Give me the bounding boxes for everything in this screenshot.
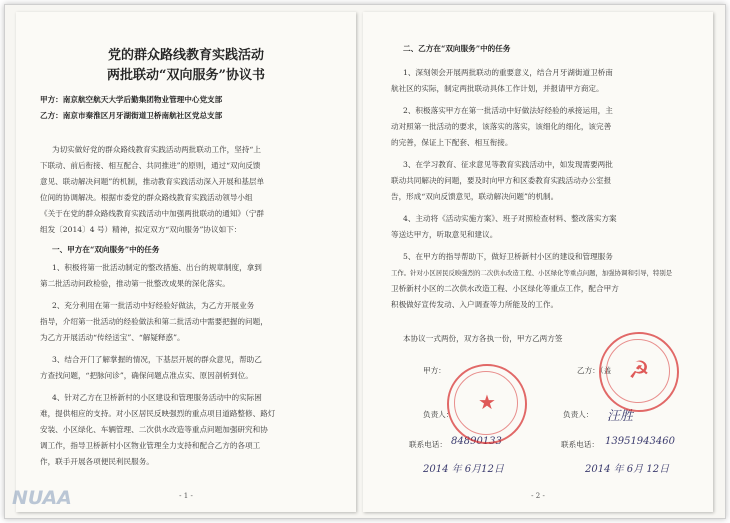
date-party-b: 2014 年 6月 12日: [585, 464, 670, 475]
task-line: 1、深刻领会开展两批联动的重要意义，结合月牙湖街道卫桥南: [403, 68, 613, 77]
task-line: 指导，介绍第一批活动的经验做法和第二批活动中需要把握的问题，: [40, 317, 268, 326]
task-line: 2、充分利用在第一批活动中好经验好做法，为乙方开展业务: [52, 301, 255, 310]
intro-line: 为切实做好党的群众路线教育实践活动两批联动工作，坚持“上: [52, 145, 261, 154]
section-heading-party-a: 一、甲方在“双向服务”中的任务: [52, 245, 160, 254]
phone-label-party-a: 联系电话：: [409, 440, 447, 449]
phone-label-party-b: 联系电话：: [561, 440, 599, 449]
leader-label-party-b: 负责人：: [563, 410, 594, 419]
official-seal-party-b: [599, 332, 679, 412]
task-line: 告，形成“双向反馈意见，联动解决问题”的机制。: [391, 192, 559, 201]
task-line: 2、积极落实甲方在第一批活动中好做法好经验的承接运用，主: [403, 106, 613, 115]
phone-value-party-a: 84890133: [451, 436, 502, 447]
star-icon: ★: [478, 390, 496, 414]
leader-label-party-a: 负责人：: [423, 410, 454, 419]
task-line: 卫桥新村小区的二次供水改造工程、小区绿化等重点工作，配合甲方: [391, 284, 619, 293]
task-line: 联动共同解决的问题，要及时向甲方和区委教育实践活动办公室报: [391, 176, 612, 185]
task-line: 工作。针对小区居民反映强烈的二次供水改造工程、小区绿化等重点问题，加强协调和引导，特别是: [391, 269, 673, 277]
party-emblem-icon: ☭: [628, 356, 650, 384]
agreement-page-2: [363, 12, 713, 512]
task-line: 积极做好宣传发动、入户调查等力所能及的工作。: [391, 300, 559, 309]
intro-line: 组发〔2014〕4 号）精神，拟定双方“双向服务”协议如下：: [40, 225, 242, 234]
official-seal-party-a: [447, 364, 527, 444]
agreement-page-1: [16, 12, 356, 512]
task-line: 3、在学习教育、征求意见等教育实践活动中，如发现需要两批: [403, 160, 613, 169]
date-party-a: 2014 年 6月12日: [423, 464, 504, 475]
closing-statement: 本协议一式两份，双方各执一份，甲方乙两方签: [403, 334, 563, 343]
party-b: 乙方：南京市秦淮区月牙湖街道卫桥南航社区党总支部: [40, 111, 223, 120]
page-number: - 2 -: [531, 492, 545, 500]
task-line: 难，提供相应的支持。对小区居民反映强烈的重点项目道路整修、路灯: [40, 409, 276, 418]
task-line: 航社区的实际，制定两批联动具体工作计划，并报请甲方商定。: [391, 84, 604, 93]
nuaa-watermark: NUAA: [12, 487, 72, 509]
task-line: 的完善，保证上下配套、相互衔接。: [391, 138, 513, 147]
task-line: 5、在甲方的指导帮助下，做好卫桥新村小区的建设和管理服务: [403, 252, 613, 261]
task-line: 4、主动将《活动实施方案》、班子对照检查材料、整改落实方案: [403, 214, 617, 223]
signature-label-party-a: 甲方：: [423, 366, 446, 375]
task-line: 3、结合开门了解掌握的情况，下基层开展的群众意见，帮助乙: [52, 355, 262, 364]
task-line: 调工作，指导卫桥新村小区物业管理全力支持和配合乙方的各项工: [40, 441, 261, 450]
intro-line: 意见、联动解决问题”的机制，推动教育实践活动深入开展和基层单: [40, 177, 265, 186]
task-line: 方查找问题，“把脉问诊”，确保问题点准点实、原因剖析到位。: [40, 371, 253, 380]
party-a: 甲方：南京航空航天大学后勤集团物业管理中心党支部: [40, 95, 223, 104]
phone-value-party-b: 13951943460: [605, 436, 675, 447]
signature-label-party-b: 乙方：（盖: [577, 366, 612, 375]
page-number: - 1 -: [179, 492, 193, 500]
document-title-line1: 党的群众路线教育实践活动: [107, 48, 264, 63]
task-line: 作，联手开展各项便民利民服务。: [40, 457, 154, 466]
task-line: 等送达甲方，听取意见和建议。: [391, 230, 498, 239]
intro-line: 《关于在党的群众路线教育实践活动中加强两批联动的通知》（宁群: [40, 209, 265, 218]
leader-signature-party-b: 汪胜: [607, 409, 634, 424]
task-line: 动对照第一批活动的要求，该落实的落实，该细化的细化，该完善: [391, 122, 612, 131]
task-line: 第二批活动问政检验，推动第一批整改成果的深化落实。: [40, 279, 230, 288]
task-line: 为乙方开展活动“传经送宝”、“解疑释惑”。: [40, 333, 185, 342]
intro-line: 位间的协调解决。根据市委党的群众路线教育实践活动领导小组: [40, 193, 253, 202]
task-line: 1、积极将第一批活动制定的整改措施、出台的规章制度，拿到: [52, 263, 262, 272]
intro-line: 下联动、前后衔接、相互配合、共同推进”的原则，通过“双向反馈: [40, 161, 261, 170]
task-line: 安装、小区绿化、车辆管理、二次供水改造等重点问题加强研究和协: [40, 425, 268, 434]
section-heading-party-b: 二、乙方在“双向服务”中的任务: [403, 44, 511, 53]
task-line: 4、针对乙方在卫桥新村的小区建设和管理服务活动中的实际困: [52, 393, 262, 402]
document-title-line2: 两批联动“双向服务”协议书: [107, 68, 265, 83]
